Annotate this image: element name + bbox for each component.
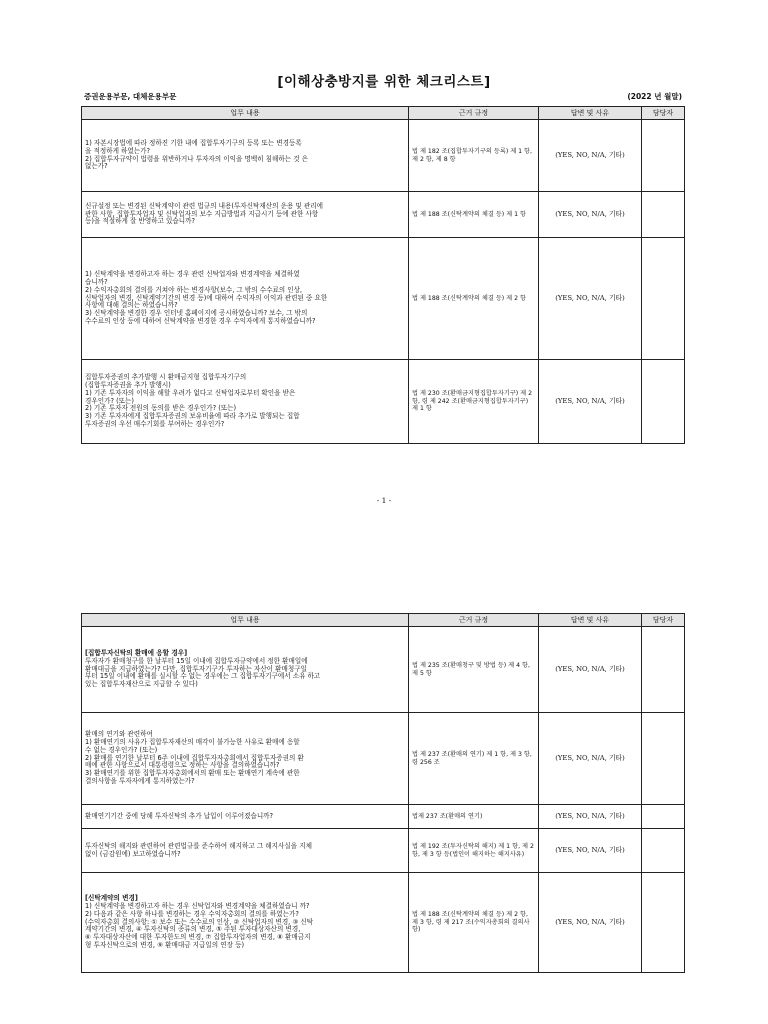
rule-cell: 법 제 188 조(신탁계약의 체결 등) 제 1 항 <box>409 192 539 238</box>
task-cell <box>82 120 409 192</box>
answer-cell[interactable]: (YES, NO, N/A, 기타) <box>539 829 642 873</box>
task-cell <box>82 713 409 805</box>
task-cell <box>82 238 409 360</box>
task-line: (수익자총회 결의사항: ① 보수 또는 수수료의 인상, ② 신탁업자의 변경, ③ 신탁 <box>85 917 314 926</box>
checklist-table-1 <box>81 106 685 444</box>
rule-cell: 법 제 182 조(집합투자기구의 등록) 제 1 항, 제 2 항, 제 8 항 <box>409 120 539 192</box>
task-line: (집합투자증권을 추가 발행시) <box>85 380 171 389</box>
task-line: 환매대금을 지급하였는가? 다만, 집합투자기구가 투자하는 자산이 환매청구일 <box>85 664 307 673</box>
subheader <box>82 91 686 103</box>
task-line: 환매연기기간 중에 당해 투자신탁의 추가 납입이 이루어졌습니까? <box>85 811 274 820</box>
task-line: 투자신탁의 해지와 관련하여 관련법규를 준수하여 해지하고 그 해지사실을 지체 <box>85 841 312 850</box>
answer-cell[interactable]: (YES, NO, N/A, 기타) <box>539 873 642 973</box>
owner-cell[interactable] <box>642 627 685 713</box>
task-line: 없는가? <box>85 162 108 171</box>
task-line: 1) 신탁계약을 변경하고자 하는 경우 관련 신탁업자와 변경계약을 체결하였 <box>85 269 300 278</box>
task-heading: [집합투자신탁의 환매에 응할 경우] <box>85 648 188 657</box>
document-title: [이해상충방지를 위한 체크리스트] <box>277 74 491 90</box>
rule-cell: 법 제 188 조(신탁계약의 체결 등) 제 2 항, 제 3 항, 령 제 217 조(수익자총회의 결의사항) <box>409 873 539 973</box>
task-line: 투자증권의 우선 매수기회를 부여하는 경우인가? <box>85 420 225 429</box>
task-line: 계약기간의 변경, ④ 투자신탁의 종류의 변경, ⑤ 주된 투자대상자산의 변경, <box>85 925 301 934</box>
header-owner: 담당자 <box>642 614 685 627</box>
owner-cell[interactable] <box>642 120 685 192</box>
task-line: 수수료의 인상 등에 대하여 신탁계약을 변경한 경우 수익자에게 통지하였습니까? <box>85 317 316 326</box>
task-heading: [신탁계약의 변경] <box>85 893 138 902</box>
task-line: 경우인가? (또는) <box>85 396 134 405</box>
checklist-table-2 <box>81 613 685 973</box>
task-line: 없이 (금감원에) 보고하였습니까? <box>85 849 181 858</box>
rule-cell: 법 제 192 조(투자신탁의 해지) 제 1 항, 제 2 항, 제 3 항 등(법인이 해지하는 해지사유) <box>409 829 539 873</box>
task-cell <box>82 627 409 713</box>
checklist-row <box>82 238 685 360</box>
task-line: ⑥ 투자대상자산에 대한 투자한도의 변경, ⑦ 집합투자업자의 변경, ⑧ 환매금지 <box>85 933 311 942</box>
answer-cell[interactable]: (YES, NO, N/A, 기타) <box>539 120 642 192</box>
task-line: 2) 다음과 같은 사항 하나를 변경하는 경우 수익자총회의 결의를 하였는가? <box>85 909 299 918</box>
header-rule: 근거 규정 <box>409 107 539 120</box>
answer-cell[interactable]: (YES, NO, N/A, 기타) <box>539 805 642 829</box>
task-line: 습니까? <box>85 277 108 286</box>
task-line: 3) 신탁계약을 변경한 경우 인터넷 홈페이지에 공시하였습니까? 보수, 그 밖의 <box>85 309 308 318</box>
task-line: 사항에 대해 결의는 하였습니까? <box>85 301 178 310</box>
task-line: 집합투자증권의 추가발행 시 환매금지형 집합투자기구의 <box>85 372 247 381</box>
checklist-row <box>82 192 685 238</box>
task-line: 등)을 적절하게 잘 반영하고 있습니까? <box>85 217 195 226</box>
task-line: 있는 집합투자재산으로 지급할 수 있다) <box>85 680 198 689</box>
answer-cell[interactable]: (YES, NO, N/A, 기타) <box>539 360 642 444</box>
task-line: 1) 자본시장법에 따라 정하진 기한 내에 집합투자기구의 등록 또는 변경등록 <box>85 138 302 147</box>
checklist-row <box>82 627 685 713</box>
task-line: 2) 환매를 연기한 날부터 6주 이내에 집합투자자총회에서 집합투자증권의 환 <box>85 753 304 762</box>
answer-cell[interactable]: (YES, NO, N/A, 기타) <box>539 627 642 713</box>
task-line: 3) 기존 투자자에게 집합투자증권의 보유비율에 따라 추가로 발행되는 집합 <box>85 412 300 421</box>
task-line: 환매의 연기와 관련하여 <box>85 729 153 738</box>
header-task: 업무 내용 <box>82 614 409 627</box>
task-cell <box>82 360 409 444</box>
answer-cell[interactable]: (YES, NO, N/A, 기타) <box>539 238 642 360</box>
task-line: 수 없는 경우인가? (또는) <box>85 745 158 754</box>
owner-cell[interactable] <box>642 238 685 360</box>
task-line: 1) 기존 투자자의 이익을 해할 우려가 없다고 신탁업자로부터 확인을 받은 <box>85 388 296 397</box>
task-cell <box>82 873 409 973</box>
owner-cell[interactable] <box>642 829 685 873</box>
task-line: 2) 집합투자규약이 법령을 위반하거나 투자자의 이익을 명백히 침해하는 것 은 <box>85 154 309 163</box>
checklist-row <box>82 713 685 805</box>
task-line: 2) 기존 투자자 전원의 동의를 받은 경우인가? (또는) <box>85 404 237 413</box>
task-line: 1) 환매연기의 사유가 집합투자재산의 매각이 불가능한 사유로 환매에 응할 <box>85 737 300 746</box>
rule-cell: 법 제 188 조(신탁계약의 체결 등) 제 2 항 <box>409 238 539 360</box>
owner-cell[interactable] <box>642 805 685 829</box>
checklist-row <box>82 805 685 829</box>
checklist-row <box>82 873 685 973</box>
page-number: - 1 - <box>376 496 392 505</box>
rule-cell: 법제 237 조(환매의 연기) <box>409 805 539 829</box>
task-line: 부터 15일 이내에 환매를 실시할 수 없는 경우에는 그 집합투자기구에서 소유 하고 <box>85 672 321 681</box>
department-label: 증권운용부문, 대체운용부문 <box>84 92 177 101</box>
task-line: 2) 수익자총회의 결의를 거쳐야 하는 변경사항(보수, 그 밖의 수수료의 인상, <box>85 285 303 294</box>
answer-cell[interactable]: (YES, NO, N/A, 기타) <box>539 713 642 805</box>
task-line: 투자자가 환매청구를 한 날부터 15일 이내에 집합투자규약에서 정한 환매일에 <box>85 656 308 665</box>
rule-cell: 법 제 230 조(환매금지형집합투자기구) 제 2 항, 령 제 242 조(환매금지형집합투자기구) 제 1 항 <box>409 360 539 444</box>
rule-cell: 법 제 237 조(환매의 연기) 제 1 항, 제 3 항, 령 256 조 <box>409 713 539 805</box>
owner-cell[interactable] <box>642 192 685 238</box>
task-line: 관한 사항, 집합투자업자 및 신탁업자의 보수 지급방법과 지급시기 등에 관한 사항 <box>85 209 319 218</box>
header-rule: 근거 규정 <box>409 614 539 627</box>
task-cell <box>82 805 409 829</box>
checklist-row <box>82 829 685 873</box>
checklist-row <box>82 360 685 444</box>
header-task: 업무 내용 <box>82 107 409 120</box>
task-line: 매에 관한 사항으로서 대통령령으로 정하는 사항을 결의하였습니까? <box>85 761 280 770</box>
task-line: 신규설정 또는 변경된 신탁계약이 관련 법규의 내용(투자신탁재산의 운용 및 관리에 <box>85 201 323 210</box>
owner-cell[interactable] <box>642 713 685 805</box>
checklist-row <box>82 120 685 192</box>
answer-cell[interactable]: (YES, NO, N/A, 기타) <box>539 192 642 238</box>
owner-cell[interactable] <box>642 360 685 444</box>
task-line: 3) 환매연기를 위한 집합투자자총회에서의 환매 또는 환매연기 계속에 관한 <box>85 769 300 778</box>
task-line: 결의사항을 투자자에게 통지하였는가? <box>85 777 195 786</box>
task-cell <box>82 829 409 873</box>
header-owner: 담당자 <box>642 107 685 120</box>
header-answer: 답변 및 사유 <box>539 614 642 627</box>
owner-cell[interactable] <box>642 873 685 973</box>
task-cell <box>82 192 409 238</box>
rule-cell: 법 제 235 조(환매청구 및 방법 등) 제 4 항, 제 5 항 <box>409 627 539 713</box>
period-label: (2022 년 월말) <box>627 92 682 101</box>
header-answer: 답변 및 사유 <box>539 107 642 120</box>
task-line: 신탁업자의 변경, 신탁계약기간의 변경 등)에 대하여 수익자의 이익과 관련된 중 요한 <box>85 293 328 302</box>
task-line: 형 투자신탁으로의 변경, ⑨ 환매대금 지급일의 연장 등) <box>85 941 245 950</box>
task-line: 을 적정하게 하였는가? <box>85 146 151 155</box>
task-line: 1) 신탁계약을 변경하고자 하는 경우 신탁업자와 변경계약을 체결하였습니 까? <box>85 901 310 910</box>
